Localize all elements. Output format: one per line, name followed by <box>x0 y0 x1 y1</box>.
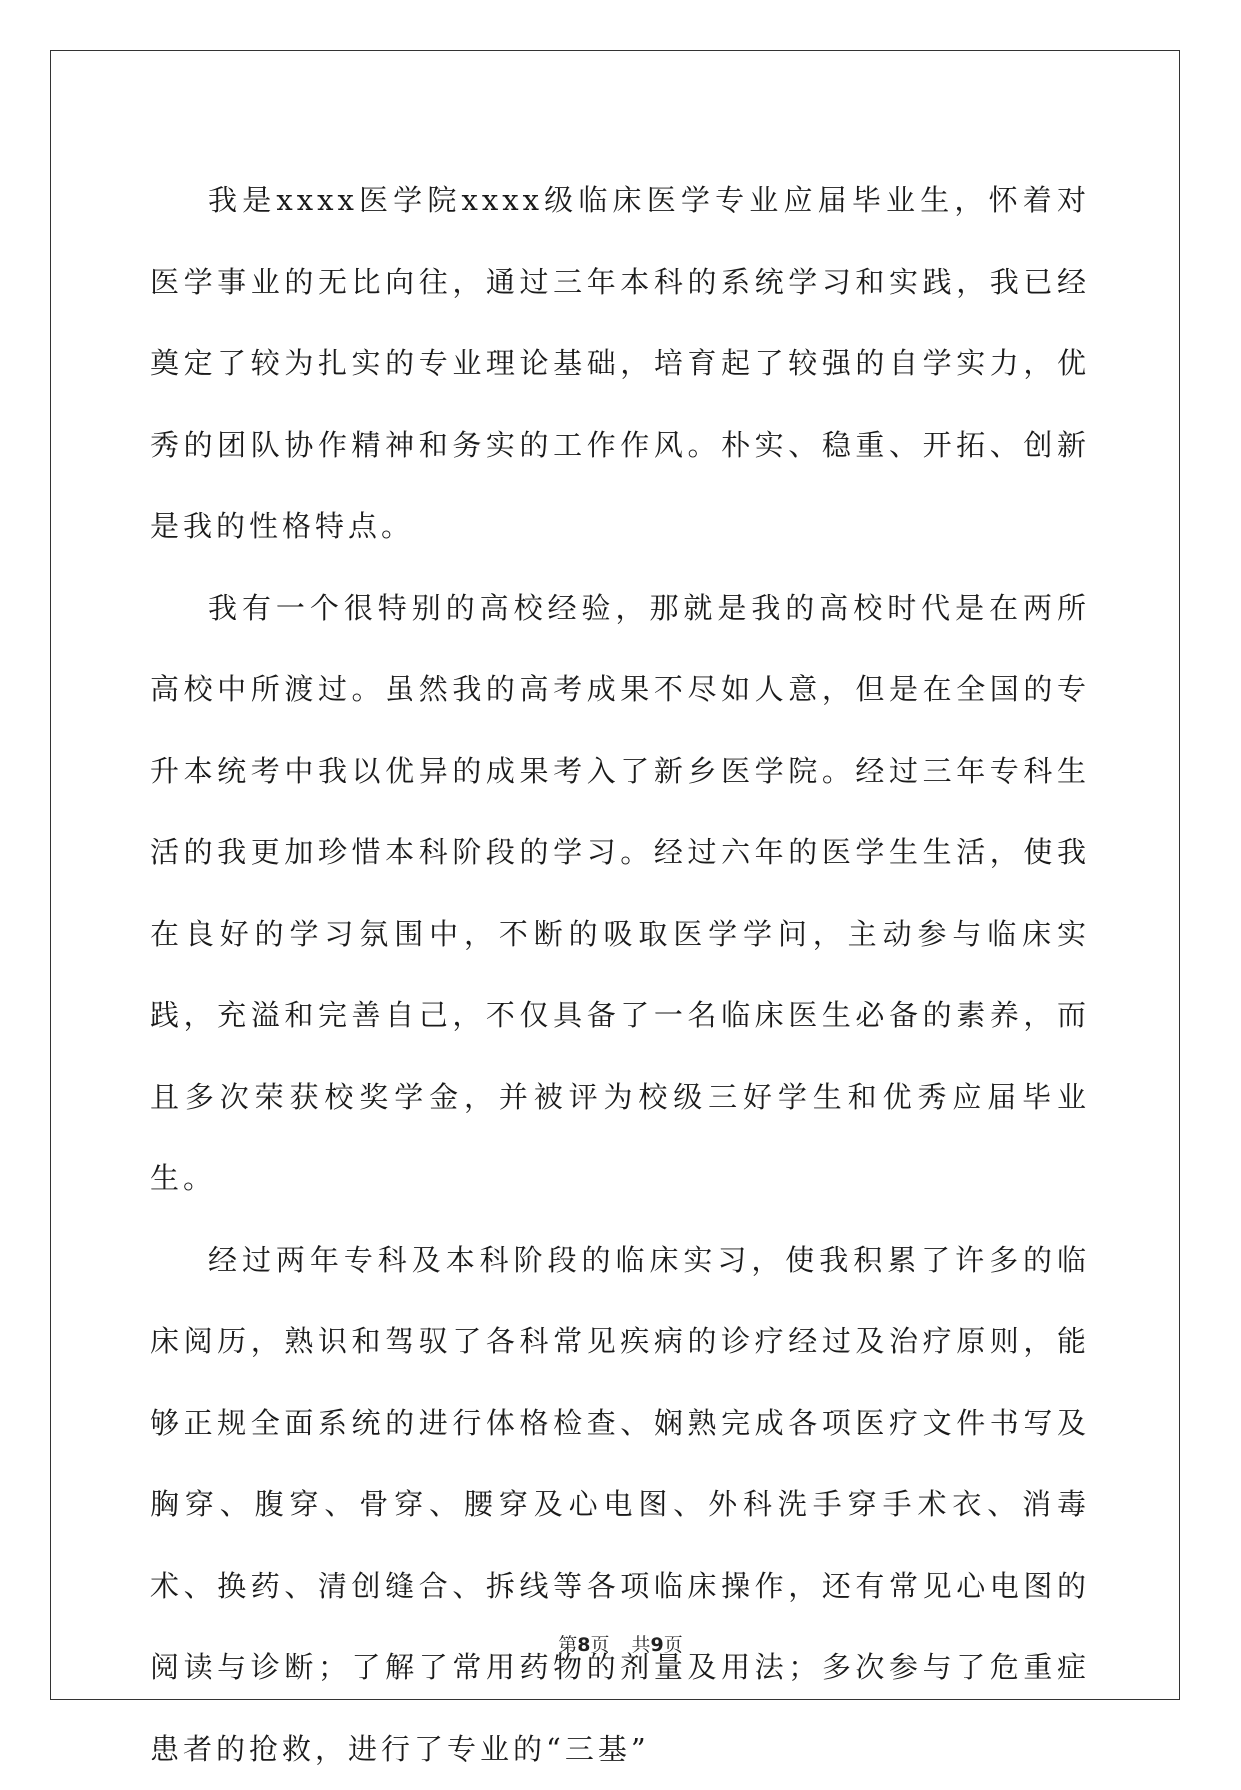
paragraph-2: 我有一个很特别的高校经验，那就是我的高校时代是在两所高校中所渡过。虽然我的高考成果不尽如人意，但是在全国的专升本统考中我以优异的成果考入了新乡医学院。经过三年专科生活的我更加珍惜本科阶段的学习。经过六年的医学生生活，使我在良好的学习氛围中，不断的吸取医学学问，主动参与临床实践，充溢和完善自己，不仅具备了一名临床医生必备的素养，而且多次荣获校奖学金，并被评为校级三好学生和优秀应届毕业生。 <box>150 568 1090 1220</box>
footer-page-suffix: 页 <box>590 1634 609 1656</box>
current-page-number: 8 <box>577 1634 590 1656</box>
footer-prefix: 第 <box>558 1634 577 1656</box>
total-page-number: 9 <box>651 1634 664 1656</box>
footer-total-suffix: 页 <box>664 1634 683 1656</box>
paragraph-1: 我是xxxx医学院xxxx级临床医学专业应届毕业生，怀着对医学事业的无比向往，通过三年本科的系统学习和实践，我已经奠定了较为扎实的专业理论基础，培育起了较强的自学实力，优秀的团队协作精神和务实的工作作风。朴实、稳重、开拓、创新是我的性格特点。 <box>150 160 1090 568</box>
document-body <box>150 160 1090 1790</box>
footer-total-prefix: 共 <box>632 1634 651 1656</box>
paragraph-3: 经过两年专科及本科阶段的临床实习，使我积累了许多的临床阅历，熟识和驾驭了各科常见疾病的诊疗经过及治疗原则，能够正规全面系统的进行体格检查、娴熟完成各项医疗文件书写及胸穿、腹穿、骨穿、腰穿及心电图、外科洗手穿手术衣、消毒术、换药、清创缝合、拆线等各项临床操作，还有常见心电图的阅读与诊断；了解了常用药物的剂量及用法；多次参与了危重症患者的抢救，进行了专业的“三基” <box>150 1220 1090 1790</box>
page-footer <box>0 1632 1241 1658</box>
